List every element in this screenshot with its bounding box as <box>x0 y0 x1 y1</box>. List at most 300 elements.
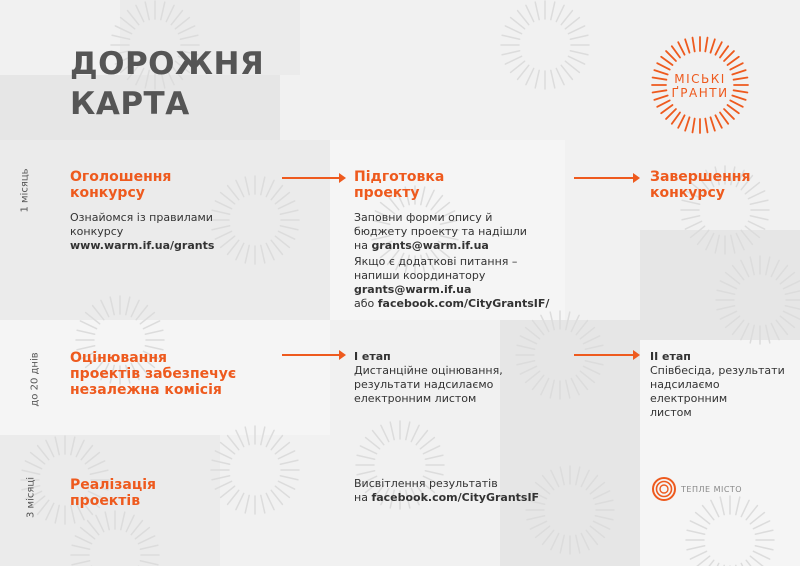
sunburst-ray <box>271 490 282 504</box>
sunburst-ray <box>88 521 99 535</box>
sunburst-ray <box>80 321 96 329</box>
sunburst-ray <box>526 68 534 84</box>
text-prefix: на <box>354 239 372 252</box>
timeline-label-2: до 20 днів <box>29 352 41 407</box>
sunburst-ray <box>551 533 559 549</box>
sunburst-ray <box>783 311 799 319</box>
step-preparation-body <box>354 211 527 253</box>
sunburst-ray <box>357 471 375 475</box>
facebook-link[interactable]: facebook.com/CityGrantsIF <box>371 491 540 504</box>
sunburst-ray <box>145 330 163 334</box>
sunburst-ray <box>687 530 705 534</box>
sunburst-ray <box>720 311 736 319</box>
sunburst-ray <box>720 497 724 515</box>
sunburst-ray <box>556 68 564 84</box>
sunburst-ray <box>245 495 249 513</box>
sunburst-ray <box>741 500 749 516</box>
heading-line: Реалізація <box>70 477 157 493</box>
arrow-right-icon <box>574 177 634 179</box>
sunburst-ray <box>166 5 174 21</box>
sunburst-ray <box>140 561 158 565</box>
sunburst-ray <box>266 180 274 196</box>
sunburst-ray <box>136 5 144 21</box>
page-title-line: КАРТА <box>70 86 190 122</box>
sunburst-ray <box>720 46 728 57</box>
sunburst-ray <box>741 323 749 339</box>
sunburst-ray <box>753 551 769 559</box>
step-results-block <box>354 477 539 505</box>
sunburst-ray <box>560 535 564 553</box>
sunburst-ray <box>581 533 589 549</box>
sunburst-ray <box>136 306 147 320</box>
sunburst-ray <box>115 26 131 34</box>
sunburst-ray <box>780 316 794 327</box>
sunburst-ray <box>271 186 282 200</box>
sunburst-ray <box>657 63 669 69</box>
arrow-right-icon <box>282 354 340 356</box>
sunburst-ray <box>583 366 599 374</box>
sunburst-ray <box>275 236 289 247</box>
sunburst-ray <box>581 470 589 486</box>
sunburst-ray <box>527 516 545 520</box>
body-line: Заповни форми опису й <box>354 211 493 224</box>
sunburst-ray <box>221 486 235 497</box>
sunburst-ray <box>565 61 579 72</box>
body-line: електронним листом <box>354 392 477 405</box>
timeline-label-3: 3 місяці <box>25 477 37 518</box>
body-line <box>354 491 539 505</box>
sunburst-ray <box>750 200 768 204</box>
sunburst-ray <box>171 11 182 25</box>
step-preparation-contact <box>354 255 549 311</box>
sunburst-ray <box>568 56 584 64</box>
sunburst-ray <box>280 226 298 230</box>
sunburst-ray <box>420 438 434 449</box>
sunburst-ray <box>212 460 230 464</box>
grants-link[interactable]: www.warm.if.ua/grants <box>70 239 215 252</box>
sunburst-ray <box>416 431 427 445</box>
sunburst-ray <box>72 561 90 565</box>
sunburst-ray <box>535 70 539 88</box>
sunburst-ray <box>236 430 244 446</box>
sunburst-ray <box>672 113 680 124</box>
sunburst-ray <box>105 512 109 530</box>
sunburst-ray <box>585 361 603 365</box>
sunburst-ray <box>280 476 298 480</box>
logo-line: МІСЬКІ <box>674 72 726 86</box>
sunburst-ray <box>505 56 521 64</box>
sunburst-ray <box>536 526 550 537</box>
email-link[interactable]: grants@warm.if.ua <box>371 239 489 252</box>
sunburst-ray <box>77 330 95 334</box>
sunburst-ray <box>692 38 694 52</box>
sunburst-ray <box>228 240 239 254</box>
sunburst-ray <box>726 316 740 327</box>
body-line: Якщо є додаткові питання – <box>354 255 518 268</box>
sunburst-ray <box>212 226 230 230</box>
sunburst-ray <box>720 281 736 289</box>
sunburst-ray <box>90 470 108 474</box>
sunburst-ray <box>31 453 45 464</box>
sunburst-ray <box>131 300 139 316</box>
sunburst-ray <box>711 39 715 52</box>
sunburst-ray <box>236 243 244 259</box>
stage-1-block <box>354 350 503 406</box>
sunburst-ray <box>690 521 706 529</box>
sunburst-ray <box>733 266 744 280</box>
body-line: напиши координатору <box>354 269 486 282</box>
heading-line: незалежна комісія <box>70 382 222 398</box>
sunburst-ray <box>526 5 534 21</box>
body-line: Висвітлення результатів <box>354 477 498 490</box>
sunburst-ray <box>551 2 555 20</box>
sunburst-ray <box>703 506 714 520</box>
body-line: бюджету проекту та надішли <box>354 225 527 238</box>
sunburst-ray <box>595 500 613 504</box>
sunburst-ray <box>517 361 535 365</box>
sunburst-ray <box>755 530 773 534</box>
body-line: Дистанційне оцінювання, <box>354 364 503 377</box>
sunburst-ray <box>711 117 715 130</box>
sunburst-ray <box>748 191 764 199</box>
sunburst-ray <box>86 313 100 324</box>
page-title-line: ДОРОЖНЯ <box>70 46 265 82</box>
body-line: листом <box>650 406 692 419</box>
sunburst-ray <box>736 497 740 515</box>
sunburst-ray <box>520 336 536 344</box>
sunburst-ray <box>271 240 282 254</box>
sunburst-ray <box>520 366 536 374</box>
sunburst-ray <box>215 481 231 489</box>
sunburst-ray <box>715 235 719 253</box>
sunburst-ray <box>518 65 529 79</box>
sunburst-ray <box>81 446 92 460</box>
sunburst-ray <box>571 378 579 394</box>
sunburst-ray <box>533 321 544 335</box>
sunburst-ray <box>373 431 384 445</box>
sunburst-ray <box>280 210 298 214</box>
stage-title: І етап <box>354 350 391 363</box>
sunburst-ray <box>511 18 525 29</box>
sunburst-ray <box>112 35 130 39</box>
sunburst-ray <box>381 425 389 441</box>
sunburst-ray <box>565 18 579 29</box>
sunburst-ray <box>580 328 594 339</box>
sunburst-ray <box>576 321 587 335</box>
sunburst-ray <box>657 100 669 106</box>
sunburst-ray <box>121 512 125 530</box>
sunburst-ray <box>96 515 104 531</box>
sunburst-ray <box>266 243 274 259</box>
sunburst-ray <box>682 216 700 220</box>
sunburst-ray <box>423 446 439 454</box>
sunburst-ray <box>212 210 230 214</box>
sunburst-ray <box>275 486 289 497</box>
sunburst-ray <box>266 493 274 509</box>
heading-line: проектів <box>70 493 141 509</box>
sunburst-ray <box>736 233 744 249</box>
sunburst-ray <box>541 315 549 331</box>
sunburst-ray <box>717 306 735 310</box>
sunburst-ray <box>511 61 525 72</box>
sunburst-ray <box>271 436 282 450</box>
sunburst-ray <box>730 100 742 106</box>
sunburst-ray <box>425 471 443 475</box>
sunburst-ray <box>576 375 587 389</box>
sunburst-ray <box>526 371 540 382</box>
sunburst-ray <box>571 315 579 331</box>
sunburst-ray <box>711 500 719 516</box>
sunburst-ray <box>595 516 613 520</box>
sunburst-ray <box>140 313 154 324</box>
sunburst-ray <box>175 18 189 29</box>
sunburst-ray <box>715 115 721 127</box>
sunburst-ray <box>661 105 672 113</box>
sunburst-ray <box>55 437 59 455</box>
sunburst-ray <box>750 257 754 275</box>
sunburst-ray <box>212 476 230 480</box>
sunburst-ray <box>121 18 135 29</box>
sunburst-ray <box>724 51 734 61</box>
sunburst-ray <box>766 257 770 275</box>
sunburst-ray <box>690 551 706 559</box>
sunburst-ray <box>278 481 294 489</box>
body-line: надсилаємо електронним <box>650 378 728 405</box>
sunburst-ray <box>278 231 294 239</box>
sunburst-ray <box>245 177 249 195</box>
email-link[interactable]: grants@warm.if.ua <box>354 283 472 296</box>
step-preparation-heading <box>354 169 444 201</box>
sunburst-ray <box>76 440 84 456</box>
body-line: результати надсилаємо <box>354 378 494 391</box>
sunburst-ray <box>266 430 274 446</box>
facebook-link[interactable]: facebook.com/CityGrantsIF/ <box>377 297 550 310</box>
sunburst-ray <box>566 380 570 398</box>
sunburst-ray <box>180 35 198 39</box>
heading-line: Підготовка <box>354 169 445 185</box>
sunburst-ray <box>741 260 749 276</box>
body-line: конкурсу <box>70 225 124 238</box>
stage-2-block <box>650 350 800 420</box>
sunburst-ray <box>580 371 594 382</box>
sunburst-ray <box>390 422 394 440</box>
sunburst-ray <box>586 476 597 490</box>
sunburst-ray <box>755 546 773 550</box>
sunburst-ray <box>750 216 768 220</box>
sunburst-ray <box>696 513 710 524</box>
sunburst-ray <box>750 325 754 343</box>
sunburst-ray <box>228 186 239 200</box>
sunburst-ray <box>46 503 54 519</box>
text-prefix: на <box>354 491 372 504</box>
sunburst-ray <box>366 438 380 449</box>
sunburst-ray <box>71 437 75 455</box>
city-grants-logo-text <box>655 72 745 100</box>
sunburst-ray <box>406 422 410 440</box>
sunburst-ray <box>570 51 588 55</box>
sunburst-ray <box>780 273 794 284</box>
sunburst-ray <box>75 536 91 544</box>
body-line: Ознайомся із правилами <box>70 211 213 224</box>
sunburst-ray <box>138 536 154 544</box>
sunburst-ray <box>245 427 249 445</box>
sunburst-ray <box>728 105 739 113</box>
body-line <box>354 297 549 311</box>
arrow-right-icon <box>282 177 340 179</box>
sunburst-ray <box>692 119 694 133</box>
sunburst-ray <box>661 57 672 65</box>
step-evaluation-heading <box>70 350 236 398</box>
sunburst-ray <box>275 443 289 454</box>
sunburst-ray <box>533 375 544 389</box>
sunburst-ray <box>543 530 554 544</box>
sunburst-ray <box>666 109 676 119</box>
sunburst-ray <box>685 39 689 52</box>
sunburst-ray <box>753 521 769 529</box>
sunburst-ray <box>221 443 235 454</box>
sunburst-ray <box>576 467 580 485</box>
sunburst-ray <box>705 38 707 52</box>
logo-line: ҐРАНТИ <box>671 86 729 100</box>
sunburst-ray <box>215 231 231 239</box>
sunburst-ray <box>570 35 588 39</box>
sunburst-ray <box>590 483 604 494</box>
sunburst-ray <box>785 306 800 310</box>
sunburst-ray <box>687 546 705 550</box>
sunburst-ray <box>561 11 572 25</box>
sunburst-ray <box>93 306 104 320</box>
sunburst-ray <box>245 245 249 263</box>
sunburst-ray <box>560 467 564 485</box>
sunburst-ray <box>161 2 165 20</box>
sunburst-ray <box>741 230 752 244</box>
sunburst-ray <box>561 65 572 79</box>
sunburst-ray <box>261 427 265 445</box>
sunburst-ray <box>766 325 770 343</box>
sunburst-ray <box>720 113 728 124</box>
sunburst-ray <box>728 57 739 65</box>
heading-line: проектів забезпечує <box>70 366 237 382</box>
sunburst-ray <box>696 556 710 566</box>
sunburst-ray <box>783 281 799 289</box>
sunburst-ray <box>81 528 95 539</box>
sunburst-ray <box>771 260 779 276</box>
sunburst-ray <box>745 226 759 237</box>
warm-city-logo-text: ТЕПЛЕ МІСТО <box>681 485 743 494</box>
sunburst-ray <box>85 453 99 464</box>
sunburst-ray <box>526 328 540 339</box>
heading-line: проекту <box>354 185 420 201</box>
sunburst-ray <box>550 312 554 330</box>
sunburst-ray <box>706 233 714 249</box>
sunburst-ray <box>705 119 707 133</box>
sunburst-ray <box>278 451 294 459</box>
sunburst-ray <box>425 455 443 459</box>
sunburst-ray <box>715 42 721 54</box>
sunburst-ray <box>685 117 689 130</box>
sunburst-ray <box>666 51 676 61</box>
sunburst-ray <box>502 35 520 39</box>
sunburst-ray <box>228 490 239 504</box>
sunburst-ray <box>143 321 159 329</box>
sunburst-ray <box>101 300 109 316</box>
timeline-label-1: 1 місяць <box>19 168 31 213</box>
warm-city-logo-icon <box>651 476 677 502</box>
sunburst-ray <box>583 336 599 344</box>
step-announcement-body <box>70 211 214 253</box>
sunburst-ray <box>543 476 554 490</box>
sunburst-ray <box>135 528 149 539</box>
sunburst-ray <box>126 515 134 531</box>
sunburst-ray <box>685 221 701 229</box>
heading-line: Оцінювання <box>70 350 168 366</box>
sunburst-ray <box>178 26 194 34</box>
sunburst-ray <box>275 193 289 204</box>
sunburst-ray <box>530 521 546 529</box>
sunburst-ray <box>505 26 521 34</box>
sunburst-ray <box>411 425 419 441</box>
sunburst-ray <box>110 297 114 315</box>
sunburst-ray <box>551 70 555 88</box>
sunburst-ray <box>731 235 735 253</box>
sunburst-ray <box>733 320 744 334</box>
sunburst-ray <box>726 273 740 284</box>
sunburst-ray <box>586 530 597 544</box>
sunburst-ray <box>261 495 265 513</box>
sunburst-ray <box>771 323 779 339</box>
heading-line: Оголошення <box>70 169 172 185</box>
sunburst-ray <box>541 378 549 394</box>
sunburst-ray <box>724 109 734 119</box>
sunburst-ray <box>593 491 609 499</box>
sunburst-ray <box>517 345 535 349</box>
sunburst-ray <box>776 320 787 334</box>
heading-line: Завершення <box>650 169 751 185</box>
sunburst-ray <box>261 245 265 263</box>
sunburst-ray <box>228 436 239 450</box>
sunburst-ray <box>221 193 235 204</box>
sunburst-ray <box>698 230 709 244</box>
body-line <box>354 239 527 253</box>
sunburst-ray <box>128 11 139 25</box>
sunburst-ray <box>360 446 376 454</box>
sunburst-ray <box>535 2 539 20</box>
sunburst-ray <box>678 115 684 127</box>
stage-title: ІІ етап <box>650 350 691 363</box>
sunburst-ray <box>280 460 298 464</box>
sunburst-ray <box>550 380 554 398</box>
step-implementation-heading <box>70 477 156 509</box>
heading-line: конкурсу <box>650 185 725 201</box>
arrow-right-icon <box>574 354 634 356</box>
sunburst-ray <box>72 545 90 549</box>
sunburst-ray <box>551 470 559 486</box>
sunburst-ray <box>785 290 800 294</box>
sunburst-ray <box>518 11 529 25</box>
sunburst-ray <box>750 513 764 524</box>
step-announcement-heading <box>70 169 171 201</box>
sunburst-ray <box>748 221 764 229</box>
sunburst-ray <box>566 312 570 330</box>
sunburst-ray <box>750 556 764 566</box>
text-prefix: або <box>354 297 378 310</box>
sunburst-ray <box>261 177 265 195</box>
sunburst-ray <box>145 2 149 20</box>
sunburst-ray <box>88 461 104 469</box>
sunburst-ray <box>46 440 54 456</box>
sunburst-ray <box>131 521 142 535</box>
sunburst-ray <box>590 526 604 537</box>
